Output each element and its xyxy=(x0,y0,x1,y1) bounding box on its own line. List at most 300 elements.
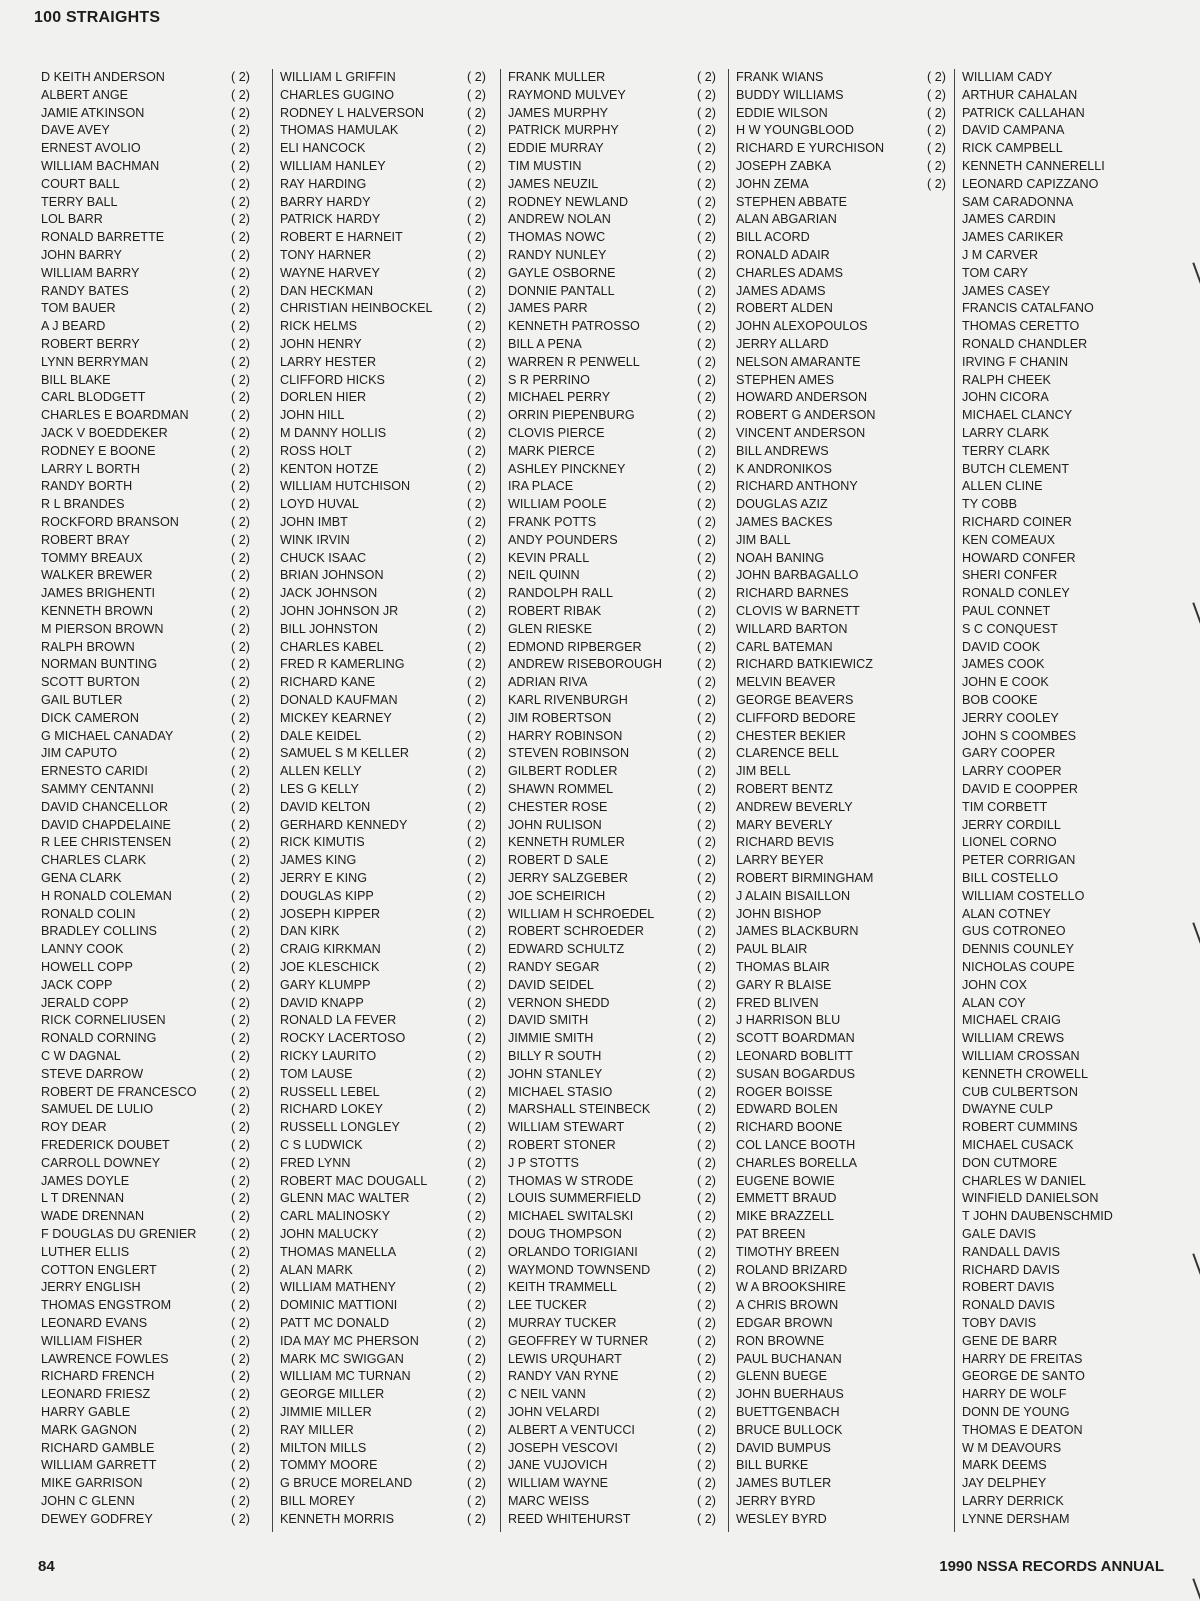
shooter-name: PATRICK CALLAHAN xyxy=(962,105,1085,120)
straight-count: ( 2) xyxy=(927,159,946,173)
shooter-name: JOE KLESCHICK xyxy=(280,960,380,974)
straight-count: ( 2) xyxy=(697,230,716,245)
shooter-name: FRANK POTTS xyxy=(508,515,597,529)
shooter-name: RODNEY NEWLAND xyxy=(508,194,629,209)
shooter-name: D KEITH ANDERSON xyxy=(41,70,165,84)
shooter-name: R LEE CHRISTENSEN xyxy=(41,835,172,850)
shooter-name: MICKEY KEARNEY xyxy=(280,710,392,725)
straight-count: ( 2) xyxy=(467,87,486,102)
straight-count: ( 2) xyxy=(231,995,250,1010)
list-item xyxy=(955,105,1165,123)
shooter-name: ROBERT G ANDERSON xyxy=(736,408,876,423)
list-item xyxy=(729,407,953,425)
list-item xyxy=(729,674,953,692)
name-column xyxy=(954,69,1165,1532)
shooter-name: RONALD COLIN xyxy=(41,906,136,921)
list-item xyxy=(729,941,953,959)
shooter-name: DAVE AVEY xyxy=(41,123,110,138)
shooter-name: RICHARD LOKEY xyxy=(280,1102,383,1117)
list-item xyxy=(273,1511,499,1529)
list-item xyxy=(501,710,723,728)
shooter-name: PETER CORRIGAN xyxy=(962,853,1076,868)
list-item xyxy=(501,211,723,229)
shooter-name: COURT BALL xyxy=(41,176,120,191)
list-item xyxy=(273,763,499,781)
shooter-name: LANNY COOK xyxy=(41,942,124,957)
straight-count: ( 2) xyxy=(467,835,486,850)
shooter-name: CLIFFORD BEDORE xyxy=(736,710,856,725)
shooter-name: RICK CORNELIUSEN xyxy=(41,1013,166,1028)
straight-count: ( 2) xyxy=(467,1511,486,1526)
straight-count: ( 2) xyxy=(467,817,486,832)
shooter-name: DEWEY GODFREY xyxy=(41,1511,153,1526)
straight-count: ( 2) xyxy=(697,159,716,173)
list-item xyxy=(729,300,953,318)
straight-count: ( 2) xyxy=(467,995,486,1010)
list-item xyxy=(729,140,953,158)
list-item xyxy=(34,1119,270,1137)
list-item xyxy=(501,923,723,941)
shooter-name: WARREN R PENWELL xyxy=(508,354,640,369)
straight-count: ( 2) xyxy=(231,532,250,547)
straight-count: ( 2) xyxy=(467,461,486,476)
list-item xyxy=(501,87,723,105)
shooter-name: MARK MC SWIGGAN xyxy=(280,1351,404,1366)
straight-count: ( 2) xyxy=(231,141,250,156)
shooter-name: JOHN HENRY xyxy=(280,337,362,351)
shooter-name: LYNNE DERSHAM xyxy=(962,1511,1070,1526)
straight-count: ( 2) xyxy=(231,248,250,262)
list-item xyxy=(955,407,1165,425)
list-item xyxy=(955,283,1165,301)
straight-count: ( 2) xyxy=(467,639,486,654)
shooter-name: WILLARD BARTON xyxy=(736,621,848,636)
list-item xyxy=(273,1315,499,1333)
straight-count: ( 2) xyxy=(467,426,486,440)
shooter-name: SAMUEL DE LULIO xyxy=(41,1102,154,1117)
shooter-name: NEIL QUINN xyxy=(508,568,580,583)
list-item xyxy=(34,1440,270,1458)
list-item xyxy=(729,532,953,550)
straight-count: ( 2) xyxy=(697,639,716,654)
shooter-name: STEVEN ROBINSON xyxy=(508,746,630,761)
straight-count: ( 2) xyxy=(697,942,716,957)
shooter-name: TOM BAUER xyxy=(41,301,116,316)
list-item xyxy=(501,977,723,995)
list-item xyxy=(34,1262,270,1280)
shooter-name: JERRY BYRD xyxy=(736,1494,816,1508)
straight-count: ( 2) xyxy=(467,265,486,280)
list-item xyxy=(273,105,499,123)
list-item xyxy=(729,1137,953,1155)
shooter-name: BILL MOREY xyxy=(280,1494,356,1508)
list-item xyxy=(273,567,499,585)
list-item xyxy=(273,1066,499,1084)
straight-count: ( 2) xyxy=(467,1031,486,1046)
shooter-name: BILL ANDREWS xyxy=(736,443,829,458)
straight-count: ( 2) xyxy=(467,1333,486,1348)
list-item xyxy=(273,1457,499,1475)
list-item xyxy=(501,781,723,799)
straight-count: ( 2) xyxy=(697,194,716,209)
list-item xyxy=(955,425,1165,443)
shooter-name: BILL COSTELLO xyxy=(962,871,1059,885)
list-item xyxy=(273,692,499,710)
list-item xyxy=(273,728,499,746)
shooter-name: JOHN VELARDI xyxy=(508,1405,600,1419)
list-item xyxy=(955,977,1165,995)
shooter-name: BILLY R SOUTH xyxy=(508,1049,602,1063)
shooter-name: BILL BLAKE xyxy=(41,372,111,387)
straight-count: ( 2) xyxy=(231,799,250,814)
shooter-name: VINCENT ANDERSON xyxy=(736,426,866,440)
shooter-name: ROLAND BRIZARD xyxy=(736,1262,848,1277)
straight-count: ( 2) xyxy=(467,1351,486,1366)
list-item xyxy=(729,1262,953,1280)
list-item xyxy=(729,763,953,781)
straight-count: ( 2) xyxy=(231,390,250,405)
list-item xyxy=(273,1475,499,1493)
straight-count: ( 2) xyxy=(231,265,250,280)
shooter-name: JAMES DOYLE xyxy=(41,1173,130,1188)
list-item xyxy=(501,1066,723,1084)
shooter-name: H RONALD COLEMAN xyxy=(41,888,172,903)
shooter-name: DAVID E COOPPER xyxy=(962,782,1078,796)
straight-count: ( 2) xyxy=(467,479,486,494)
list-item xyxy=(501,247,723,265)
straight-count: ( 2) xyxy=(231,497,250,512)
name-column xyxy=(34,69,270,1532)
shooter-name: ALLEN KELLY xyxy=(280,764,362,779)
list-item xyxy=(501,1386,723,1404)
shooter-name: JAMIE ATKINSON xyxy=(41,105,145,120)
list-item xyxy=(34,496,270,514)
shooter-name: WILLIAM COSTELLO xyxy=(962,888,1085,903)
shooter-name: BILL ACORD xyxy=(736,230,810,245)
straight-count: ( 2) xyxy=(467,105,486,120)
scan-mark xyxy=(1192,262,1200,283)
shooter-name: LARRY COOPER xyxy=(962,764,1062,779)
shooter-name: WILLIAM CROSSAN xyxy=(962,1049,1080,1063)
shooter-name: THOMAS ENGSTROM xyxy=(41,1298,172,1313)
list-item xyxy=(34,87,270,105)
shooter-name: CHESTER BEKIER xyxy=(736,728,846,743)
shooter-name: BILL BURKE xyxy=(736,1458,809,1473)
straight-count: ( 2) xyxy=(231,1405,250,1419)
list-item xyxy=(955,229,1165,247)
shooter-name: JANE VUJOVICH xyxy=(508,1458,608,1473)
shooter-name: SAMMY CENTANNI xyxy=(41,782,154,796)
list-item xyxy=(729,550,953,568)
shooter-name: RANDOLPH RALL xyxy=(508,586,613,601)
shooter-name: STEPHEN ABBATE xyxy=(736,194,848,209)
straight-count: ( 2) xyxy=(697,1084,716,1099)
list-item xyxy=(273,407,499,425)
list-item xyxy=(729,834,953,852)
list-item xyxy=(34,763,270,781)
shooter-name: JOSEPH VESCOVI xyxy=(508,1440,618,1455)
shooter-name: DAN HECKMAN xyxy=(280,283,374,298)
list-item xyxy=(34,977,270,995)
shooter-name: DALE KEIDEL xyxy=(280,728,362,743)
shooter-name: MICHAEL STASIO xyxy=(508,1084,613,1099)
shooter-name: DON CUTMORE xyxy=(962,1155,1058,1170)
list-item xyxy=(34,1190,270,1208)
straight-count: ( 2) xyxy=(231,1511,250,1526)
list-item xyxy=(34,1315,270,1333)
list-item xyxy=(501,1297,723,1315)
straight-count: ( 2) xyxy=(231,621,250,636)
list-item xyxy=(955,1297,1165,1315)
shooter-name: GAYLE OSBORNE xyxy=(508,265,616,280)
list-item xyxy=(955,1084,1165,1102)
shooter-name: JIMMIE MILLER xyxy=(280,1405,372,1419)
list-item xyxy=(273,247,499,265)
list-item xyxy=(955,834,1165,852)
shooter-name: RANDY VAN RYNE xyxy=(508,1369,619,1384)
straight-count: ( 2) xyxy=(697,1209,716,1224)
shooter-name: JOHN HILL xyxy=(280,408,345,423)
list-item xyxy=(34,656,270,674)
shooter-name: ANDREW NOLAN xyxy=(508,212,611,227)
list-item xyxy=(955,1119,1165,1137)
shooter-name: S C CONQUEST xyxy=(962,621,1058,636)
shooter-name: STEVE DARROW xyxy=(41,1066,144,1081)
straight-count: ( 2) xyxy=(467,70,486,84)
list-item xyxy=(955,265,1165,283)
list-item xyxy=(501,1404,723,1422)
shooter-name: ROBERT E HARNEIT xyxy=(280,230,403,245)
shooter-name: WILLIAM CADY xyxy=(962,70,1053,84)
list-item xyxy=(273,140,499,158)
scan-mark xyxy=(1192,1578,1200,1599)
shooter-name: KENNETH MORRIS xyxy=(280,1511,395,1526)
list-item xyxy=(501,1351,723,1369)
shooter-name: JOHN COX xyxy=(962,977,1028,992)
straight-count: ( 2) xyxy=(467,1387,486,1402)
straight-count: ( 2) xyxy=(697,835,716,850)
shooter-name: JERRY ALLARD xyxy=(736,337,829,351)
straight-count: ( 2) xyxy=(231,977,250,992)
straight-count: ( 2) xyxy=(231,1262,250,1277)
shooter-name: ALBERT A VENTUCCI xyxy=(508,1422,635,1437)
shooter-name: JERRY SALZGEBER xyxy=(508,871,628,885)
shooter-name: RICHARD BARNES xyxy=(736,586,849,601)
shooter-name: MARK GAGNON xyxy=(41,1422,137,1437)
straight-count: ( 2) xyxy=(467,1191,486,1206)
list-item xyxy=(955,69,1165,87)
straight-count: ( 2) xyxy=(697,1191,716,1206)
shooter-name: DAVID BUMPUS xyxy=(736,1440,831,1455)
shooter-name: SCOTT BURTON xyxy=(41,675,140,690)
straight-count: ( 2) xyxy=(697,924,716,939)
shooter-name: ROBERT ALDEN xyxy=(736,301,833,316)
list-item xyxy=(729,194,953,212)
list-item xyxy=(501,461,723,479)
shooter-name: DORLEN HIER xyxy=(280,390,367,405)
straight-count: ( 2) xyxy=(697,408,716,423)
straight-count: ( 2) xyxy=(697,1422,716,1437)
shooter-name: JAY DELPHEY xyxy=(962,1476,1047,1491)
straight-count: ( 2) xyxy=(231,1476,250,1491)
list-item xyxy=(955,852,1165,870)
list-item xyxy=(273,425,499,443)
list-item xyxy=(729,1066,953,1084)
list-item xyxy=(501,1422,723,1440)
straight-count: ( 2) xyxy=(697,1138,716,1152)
shooter-name: SCOTT BOARDMAN xyxy=(736,1031,855,1046)
list-item xyxy=(273,336,499,354)
straight-count: ( 2) xyxy=(697,782,716,796)
list-item xyxy=(34,1173,270,1191)
list-item xyxy=(729,906,953,924)
shooter-name: RONALD BARRETTE xyxy=(41,230,165,245)
straight-count: ( 2) xyxy=(231,728,250,743)
list-item xyxy=(955,1208,1165,1226)
shooter-name: ROBERT SCHROEDER xyxy=(508,924,644,939)
straight-count: ( 2) xyxy=(467,301,486,316)
shooter-name: LARRY DERRICK xyxy=(962,1494,1064,1508)
straight-count: ( 2) xyxy=(467,550,486,565)
shooter-name: RODNEY L HALVERSON xyxy=(280,105,424,120)
straight-count: ( 2) xyxy=(467,1049,486,1063)
list-item xyxy=(955,140,1165,158)
shooter-name: DAN KIRK xyxy=(280,924,340,939)
shooter-name: EUGENE BOWIE xyxy=(736,1173,835,1188)
straight-count: ( 2) xyxy=(467,212,486,227)
list-item xyxy=(34,532,270,550)
list-item xyxy=(34,1511,270,1529)
list-item xyxy=(501,959,723,977)
list-item xyxy=(501,1208,723,1226)
list-item xyxy=(34,176,270,194)
straight-count: ( 2) xyxy=(231,443,250,458)
list-item xyxy=(273,1101,499,1119)
list-item xyxy=(501,674,723,692)
shooter-name: GALE DAVIS xyxy=(962,1227,1036,1241)
straight-count: ( 2) xyxy=(467,1422,486,1437)
list-item xyxy=(273,674,499,692)
shooter-name: J HARRISON BLU xyxy=(736,1013,841,1028)
straight-count: ( 2) xyxy=(231,1369,250,1384)
shooter-name: WESLEY BYRD xyxy=(736,1511,827,1526)
shooter-name: ANDY POUNDERS xyxy=(508,532,618,547)
shooter-name: THOMAS HAMULAK xyxy=(280,123,399,138)
shooter-name: JAMES NEUZIL xyxy=(508,176,599,191)
list-item xyxy=(729,176,953,194)
shooter-name: WILLIAM HANLEY xyxy=(280,159,386,173)
shooter-name: JAMES CARIKER xyxy=(962,230,1064,245)
list-item xyxy=(501,389,723,407)
straight-count: ( 2) xyxy=(697,746,716,761)
straight-count: ( 2) xyxy=(467,194,486,209)
shooter-name: CUB CULBERTSON xyxy=(962,1084,1078,1099)
list-item xyxy=(955,906,1165,924)
shooter-name: TOMMY BREAUX xyxy=(41,550,143,565)
list-item xyxy=(34,1137,270,1155)
shooter-name: J ALAIN BISAILLON xyxy=(736,888,851,903)
shooter-name: CHARLES W DANIEL xyxy=(962,1173,1086,1188)
list-item xyxy=(273,977,499,995)
straight-count: ( 2) xyxy=(697,995,716,1010)
straight-count: ( 2) xyxy=(231,871,250,885)
list-item xyxy=(34,247,270,265)
straight-count: ( 2) xyxy=(697,871,716,885)
list-item xyxy=(729,995,953,1013)
list-item xyxy=(729,1101,953,1119)
straight-count: ( 2) xyxy=(697,105,716,120)
list-item xyxy=(273,923,499,941)
shooter-name: CHARLES E BOARDMAN xyxy=(41,408,189,423)
list-item xyxy=(729,1386,953,1404)
straight-count: ( 2) xyxy=(231,515,250,529)
straight-count: ( 2) xyxy=(697,212,716,227)
shooter-name: LARRY HESTER xyxy=(280,354,377,369)
shooter-name: WILLIAM WAYNE xyxy=(508,1476,609,1491)
list-item xyxy=(729,1475,953,1493)
name-column xyxy=(272,69,499,1532)
list-item xyxy=(729,336,953,354)
list-item xyxy=(501,1511,723,1529)
list-item xyxy=(729,1422,953,1440)
list-item xyxy=(34,318,270,336)
straight-count: ( 2) xyxy=(467,960,486,974)
shooter-name: JACK JOHNSON xyxy=(280,586,378,601)
straight-count: ( 2) xyxy=(231,1084,250,1099)
straight-count: ( 2) xyxy=(697,1458,716,1473)
shooter-name: CLOVIS PIERCE xyxy=(508,426,605,440)
shooter-name: JOHN C GLENN xyxy=(41,1494,135,1508)
list-item xyxy=(955,478,1165,496)
list-item xyxy=(501,567,723,585)
shooter-name: ROCKY LACERTOSO xyxy=(280,1031,406,1046)
list-item xyxy=(955,585,1165,603)
shooter-name: MARC WEISS xyxy=(508,1494,590,1508)
straight-count: ( 2) xyxy=(467,728,486,743)
list-item xyxy=(955,1333,1165,1351)
list-item xyxy=(34,1030,270,1048)
shooter-name: ROBERT D SALE xyxy=(508,853,609,868)
shooter-name: GARY R BLAISE xyxy=(736,977,832,992)
straight-count: ( 2) xyxy=(467,906,486,921)
list-item xyxy=(955,354,1165,372)
straight-count: ( 2) xyxy=(467,408,486,423)
list-item xyxy=(729,1351,953,1369)
shooter-name: THOMAS E DEATON xyxy=(962,1422,1083,1437)
list-item xyxy=(729,1368,953,1386)
straight-count: ( 2) xyxy=(467,977,486,992)
straight-count: ( 2) xyxy=(697,176,716,191)
list-item xyxy=(273,1333,499,1351)
straight-count: ( 2) xyxy=(697,1173,716,1188)
list-item xyxy=(501,1084,723,1102)
shooter-name: KEITH TRAMMELL xyxy=(508,1280,617,1295)
shooter-name: TOMMY MOORE xyxy=(280,1458,378,1473)
straight-count: ( 2) xyxy=(231,1494,250,1508)
shooter-name: WILLIAM CREWS xyxy=(962,1031,1065,1046)
list-item xyxy=(729,496,953,514)
shooter-name: SUSAN BOGARDUS xyxy=(736,1066,855,1081)
list-item xyxy=(729,1279,953,1297)
list-item xyxy=(34,1404,270,1422)
shooter-name: ANDREW BEVERLY xyxy=(736,799,853,814)
list-item xyxy=(273,603,499,621)
list-item xyxy=(501,336,723,354)
straight-count: ( 2) xyxy=(467,1440,486,1455)
list-item xyxy=(34,283,270,301)
straight-count: ( 2) xyxy=(467,621,486,636)
straight-count: ( 2) xyxy=(231,1458,250,1473)
